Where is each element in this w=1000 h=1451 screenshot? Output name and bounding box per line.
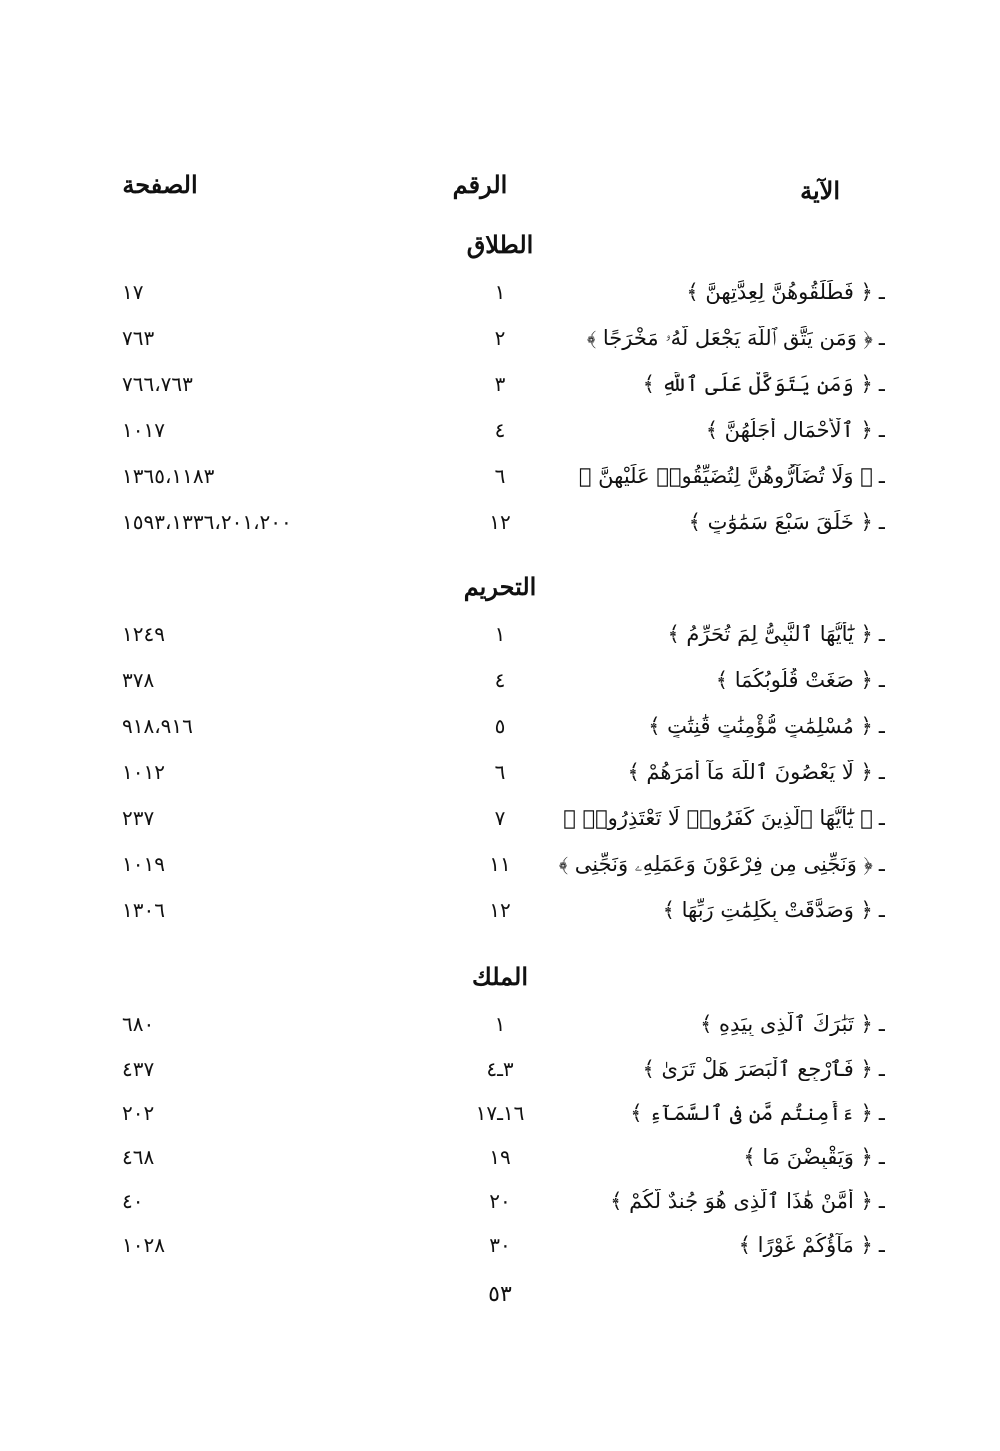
row-dash: ـ	[878, 280, 885, 304]
page-refs: ٤٠	[122, 1189, 144, 1213]
table-row	[0, 1101, 1000, 1141]
ayah-text: ـ﴿ وَصَدَّقَتْ بِكَلِمَٰتِ رَبِّهَا ﴾	[662, 898, 885, 922]
table-row	[0, 668, 1000, 708]
table-row	[0, 1012, 1000, 1052]
ayah-text: ـ﴿ وَمَن يَتَّقِ ٱللَّهَ يَجْعَل لَّهُۥ مَخْرَجًا ﴾	[586, 326, 885, 350]
table-row	[0, 1145, 1000, 1185]
row-dash: ـ	[878, 372, 885, 396]
page-refs: ١٣٦٥،١١٨٣	[122, 464, 215, 488]
ayah-text: ـ﴿ أَمَّنْ هَٰذَا ٱلَّذِى هُوَ جُندٌ لَّكُمْ ﴾	[610, 1189, 885, 1213]
ayah-number: ٣ـ٤	[486, 1057, 514, 1081]
ayah-number: ١٦ـ١٧	[475, 1101, 525, 1125]
page-refs: ١٠١٧	[122, 418, 165, 442]
ayah-text: ـ﴿ خَلَقَ سَبْعَ سَمَٰوَٰتٍ ﴾	[688, 510, 885, 534]
page-refs: ١٣٠٦	[122, 898, 165, 922]
row-dash: ـ	[878, 464, 885, 488]
table-row	[0, 372, 1000, 412]
row-dash: ـ	[878, 418, 885, 442]
ayah-text: ـ﴿ وَنَجِّنِى مِن فِرْعَوْنَ وَعَمَلِهِۦ وَنَجِّنِى ﴾	[558, 852, 885, 876]
page-refs: ١٠١٢	[122, 760, 165, 784]
row-dash: ـ	[878, 622, 885, 646]
table-row	[0, 510, 1000, 550]
row-dash: ـ	[878, 326, 885, 350]
table-row	[0, 714, 1000, 754]
section-title-mulk: الملك	[471, 962, 529, 991]
ayah-text: ـ﴿ وَيَقْبِضْنَ مَا ﴾	[743, 1145, 885, 1169]
ayah-text: ـ﴿ مُسْلِمَٰتٍ مُّؤْمِنَٰتٍ قَٰنِتَٰتٍ ﴾	[648, 714, 885, 738]
row-dash: ـ	[878, 806, 885, 830]
table-row	[0, 852, 1000, 892]
table-row	[0, 898, 1000, 938]
page-refs: ٢٣٧	[122, 806, 155, 830]
ayah-text: ـ﴿ صَغَتْ قُلُوبُكُمَا ﴾	[715, 668, 885, 692]
page-refs: ٧٦٣	[122, 326, 155, 350]
page-refs: ٧٦٦،٧٦٣	[122, 372, 193, 396]
ayah-text: ـ﴿ مَآؤُكُمْ غَوْرًا ﴾	[738, 1233, 885, 1257]
ayah-number: ٦	[494, 760, 506, 784]
ayah-number: ٢	[494, 326, 506, 350]
table-row	[0, 622, 1000, 662]
ayah-text: ـ﴿ ٱلْأَحْمَالِ أَجَلُهُنَّ ﴾	[705, 418, 885, 442]
page-refs: ٤٦٨	[122, 1145, 155, 1169]
row-dash: ـ	[878, 510, 885, 534]
table-row	[0, 806, 1000, 846]
ayah-number: ٢٠	[489, 1189, 511, 1213]
table-row	[0, 418, 1000, 458]
row-dash: ـ	[878, 1012, 885, 1036]
ayah-number: ٣	[494, 372, 506, 396]
ayah-number: ١	[494, 1012, 506, 1036]
row-dash: ـ	[878, 1233, 885, 1257]
table-row	[0, 1233, 1000, 1273]
ayah-number: ١٢	[489, 510, 511, 534]
ayah-number: ٣٠	[489, 1233, 511, 1257]
page-refs: ١٥٩٣،١٣٣٦،٢٠١،٢٠٠	[122, 510, 292, 534]
ayah-number: ٤	[494, 668, 506, 692]
ayah-text: ـ﴿ يَٰٓأَيُّهَا ٱلنَّبِىُّ لِمَ تُحَرِّمُ ﴾	[667, 622, 885, 646]
ayah-text: ـ﴿ لَّا يَعْصُونَ ٱللَّهَ مَآ أَمَرَهُمْ ﴾	[627, 760, 885, 784]
row-dash: ـ	[878, 760, 885, 784]
section-title-talaq: الطلاق	[466, 230, 534, 259]
ayah-text: ـ﴿ ءَأَمِنتُم مَّن فِى ٱلسَّمَآءِ ﴾	[630, 1101, 885, 1125]
ayah-number: ١	[494, 280, 506, 304]
ayah-text: ـ﴿ فَطَلِّقُوهُنَّ لِعِدَّتِهِنَّ ﴾	[686, 280, 885, 304]
page-refs: ١٠١٩	[122, 852, 165, 876]
ayah-number: ١٩	[489, 1145, 511, 1169]
ayah-text: ـ﴿ يَٰٓأَيُّهَا ٱلَّذِينَ كَفَرُوا۟ لَا تَعْتَذِرُوا۟ ﴾	[563, 806, 885, 830]
ayah-number: ١١	[489, 852, 511, 876]
row-dash: ـ	[878, 1189, 885, 1213]
table-row	[0, 760, 1000, 800]
table-row	[0, 464, 1000, 504]
row-dash: ـ	[878, 852, 885, 876]
header-page: الصفحة	[122, 170, 198, 199]
row-dash: ـ	[878, 1145, 885, 1169]
row-dash: ـ	[878, 1101, 885, 1125]
section-title-tahrim: التحريم	[463, 572, 537, 601]
ayah-number: ٥	[494, 714, 506, 738]
ayah-text: ـ﴿ وَمَن يَتَوَكَّلْ عَلَى ٱللَّهِ ﴾	[642, 372, 885, 396]
page-refs: ١٠٢٨	[122, 1233, 165, 1257]
table-row	[0, 1189, 1000, 1229]
ayah-number: ٤	[494, 418, 506, 442]
table-row	[0, 326, 1000, 366]
page-refs: ٤٣٧	[122, 1057, 155, 1081]
page-refs: ٢٠٢	[122, 1101, 155, 1125]
page-refs: ١٢٤٩	[122, 622, 165, 646]
ayah-number: ٦	[494, 464, 506, 488]
row-dash: ـ	[878, 1057, 885, 1081]
row-dash: ـ	[878, 898, 885, 922]
page-refs: ١٧	[122, 280, 144, 304]
ayah-number: ١٢	[489, 898, 511, 922]
page-refs: ٣٧٨	[122, 668, 155, 692]
page-refs: ٩١٨،٩١٦	[122, 714, 193, 738]
row-dash: ـ	[878, 668, 885, 692]
header-number: الرقم	[452, 170, 508, 199]
ayah-number: ١	[494, 622, 506, 646]
row-dash: ـ	[878, 714, 885, 738]
table-row	[0, 280, 1000, 320]
table-row	[0, 1057, 1000, 1097]
page-number: ٥٣	[488, 1282, 512, 1307]
header-ayah: الآية	[800, 176, 840, 205]
ayah-text: ـ﴿ وَلَا تُضَآرُّوهُنَّ لِتُضَيِّقُوا۟ عَلَيْهِنَّ ﴾	[578, 464, 885, 488]
ayah-text: ـ﴿ تَبَٰرَكَ ٱلَّذِى بِيَدِهِ ﴾	[700, 1012, 885, 1036]
page-refs: ٦٨٠	[122, 1012, 155, 1036]
ayah-text: ـ﴿ فَٱرْجِعِ ٱلْبَصَرَ هَلْ تَرَىٰ ﴾	[642, 1057, 885, 1081]
ayah-number: ٧	[494, 806, 506, 830]
